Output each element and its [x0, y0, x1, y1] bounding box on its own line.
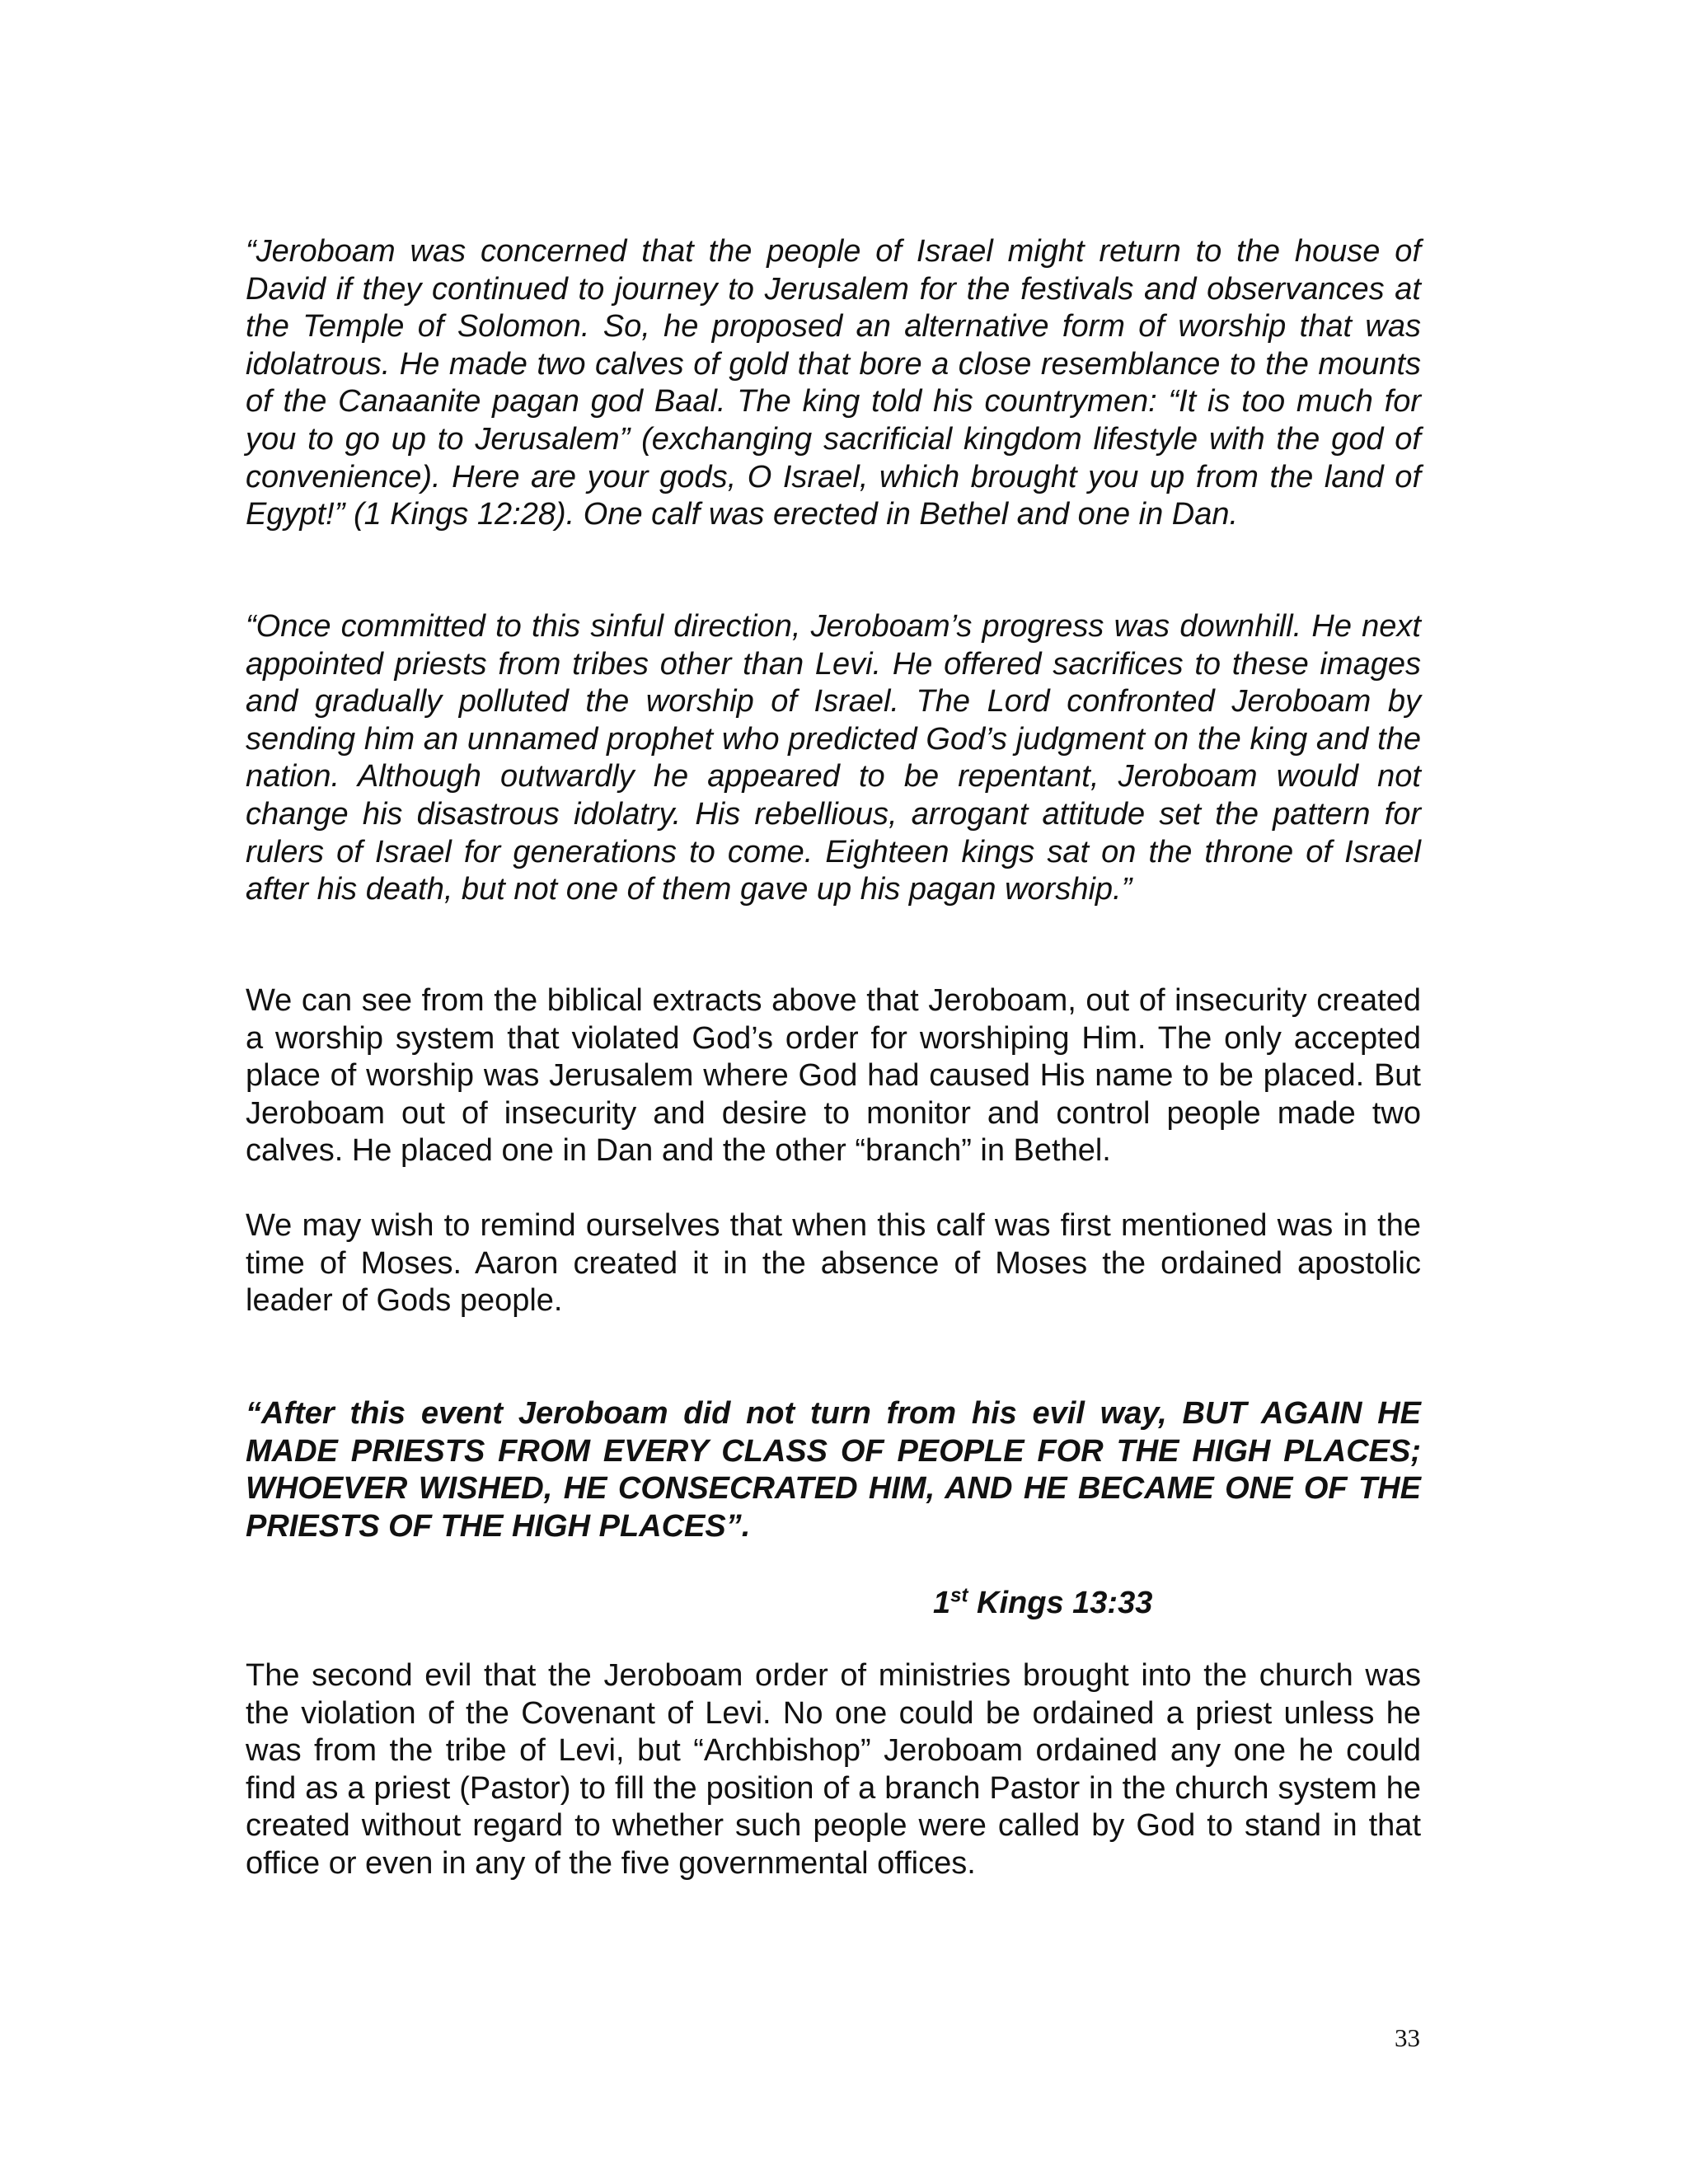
scripture-reference	[933, 1585, 1152, 1622]
quote-paragraph-jeroboam-concern: “Jeroboam was concerned that the people of Israel might return to the house of David if they continued to journey to Jerusalem for the festivals and observances at the Temple of Solomon. So, he proposed an alternative form of worship that was idolatrous. He made two calves of gold that bore a close resemblance to the mounts of the Canaanite pagan god Baal. The king told his countrymen: “It is too much for you to go up to Jerusalem” (exchanging sacrificial kingdom lifestyle with the god of convenience). Here are your gods, O Israel, which brought you up from the land of Egypt!” (1 Kings 12:28). One calf was erected in Bethel and one in Dan.	[246, 234, 1421, 532]
reference-superscript: st	[950, 1584, 968, 1607]
body-paragraph-calf-moses: We may wish to remind ourselves that when this calf was first mentioned was in the time of Moses. Aaron created it in the absence of Moses the ordained apostolic leader of Gods people.	[246, 1208, 1421, 1319]
page-number: 33	[1395, 2023, 1420, 2052]
body-paragraph-worship-system: We can see from the biblical extracts above that Jeroboam, out of insecurity created a worship system that violated God’s order for worshiping Him. The only accepted place of worship was Jerusalem where God had caused His name to be placed. But Jeroboam out of insecurity and desire to monitor and control people made two calves. He placed one in Dan and the other “branch” in Bethel.	[246, 983, 1421, 1169]
reference-text: Kings 13:33	[968, 1586, 1153, 1620]
quote-paragraph-sinful-direction: “Once committed to this sinful direction, Jeroboam’s progress was downhill. He next appointed priests from tribes other than Levi. He offered sacrifices to these images and gradually polluted the worship of Israel. The Lord confronted Jeroboam by sending him an unnamed prophet who predicted God’s judgment on the king and the nation. Although outwardly he appeared to be repentant, Jeroboam would not change his disastrous idolatry. His rebellious, arrogant attitude set the pattern for rulers of Israel for generations to come. Eighteen kings sat on the throne of Israel after his death, but not one of them gave up his pagan worship.”	[246, 609, 1421, 907]
reference-number: 1	[933, 1586, 951, 1620]
body-paragraph-covenant-of-levi: The second evil that the Jeroboam order of ministries brought into the church was the violation of the Covenant of Levi. No one could be ordained a priest unless he was from the tribe of Levi, but “Archbishop” Jeroboam ordained any one he could find as a priest (Pastor) to fill the position of a branch Pastor in the church system he created without regard to whether such people were called by God to stand in that office or even in any of the five governmental offices.	[246, 1658, 1421, 1881]
scripture-quote-block: “After this event Jeroboam did not turn from his evil way, BUT AGAIN HE MADE PRIESTS FROM EVERY CLASS OF PEOPLE FOR THE HIGH PLACES; WHOEVER WISHED, HE CONSECRATED HIM, AND HE BECAME ONE OF THE PRIESTS OF THE HIGH PLACES”.	[246, 1396, 1421, 1544]
